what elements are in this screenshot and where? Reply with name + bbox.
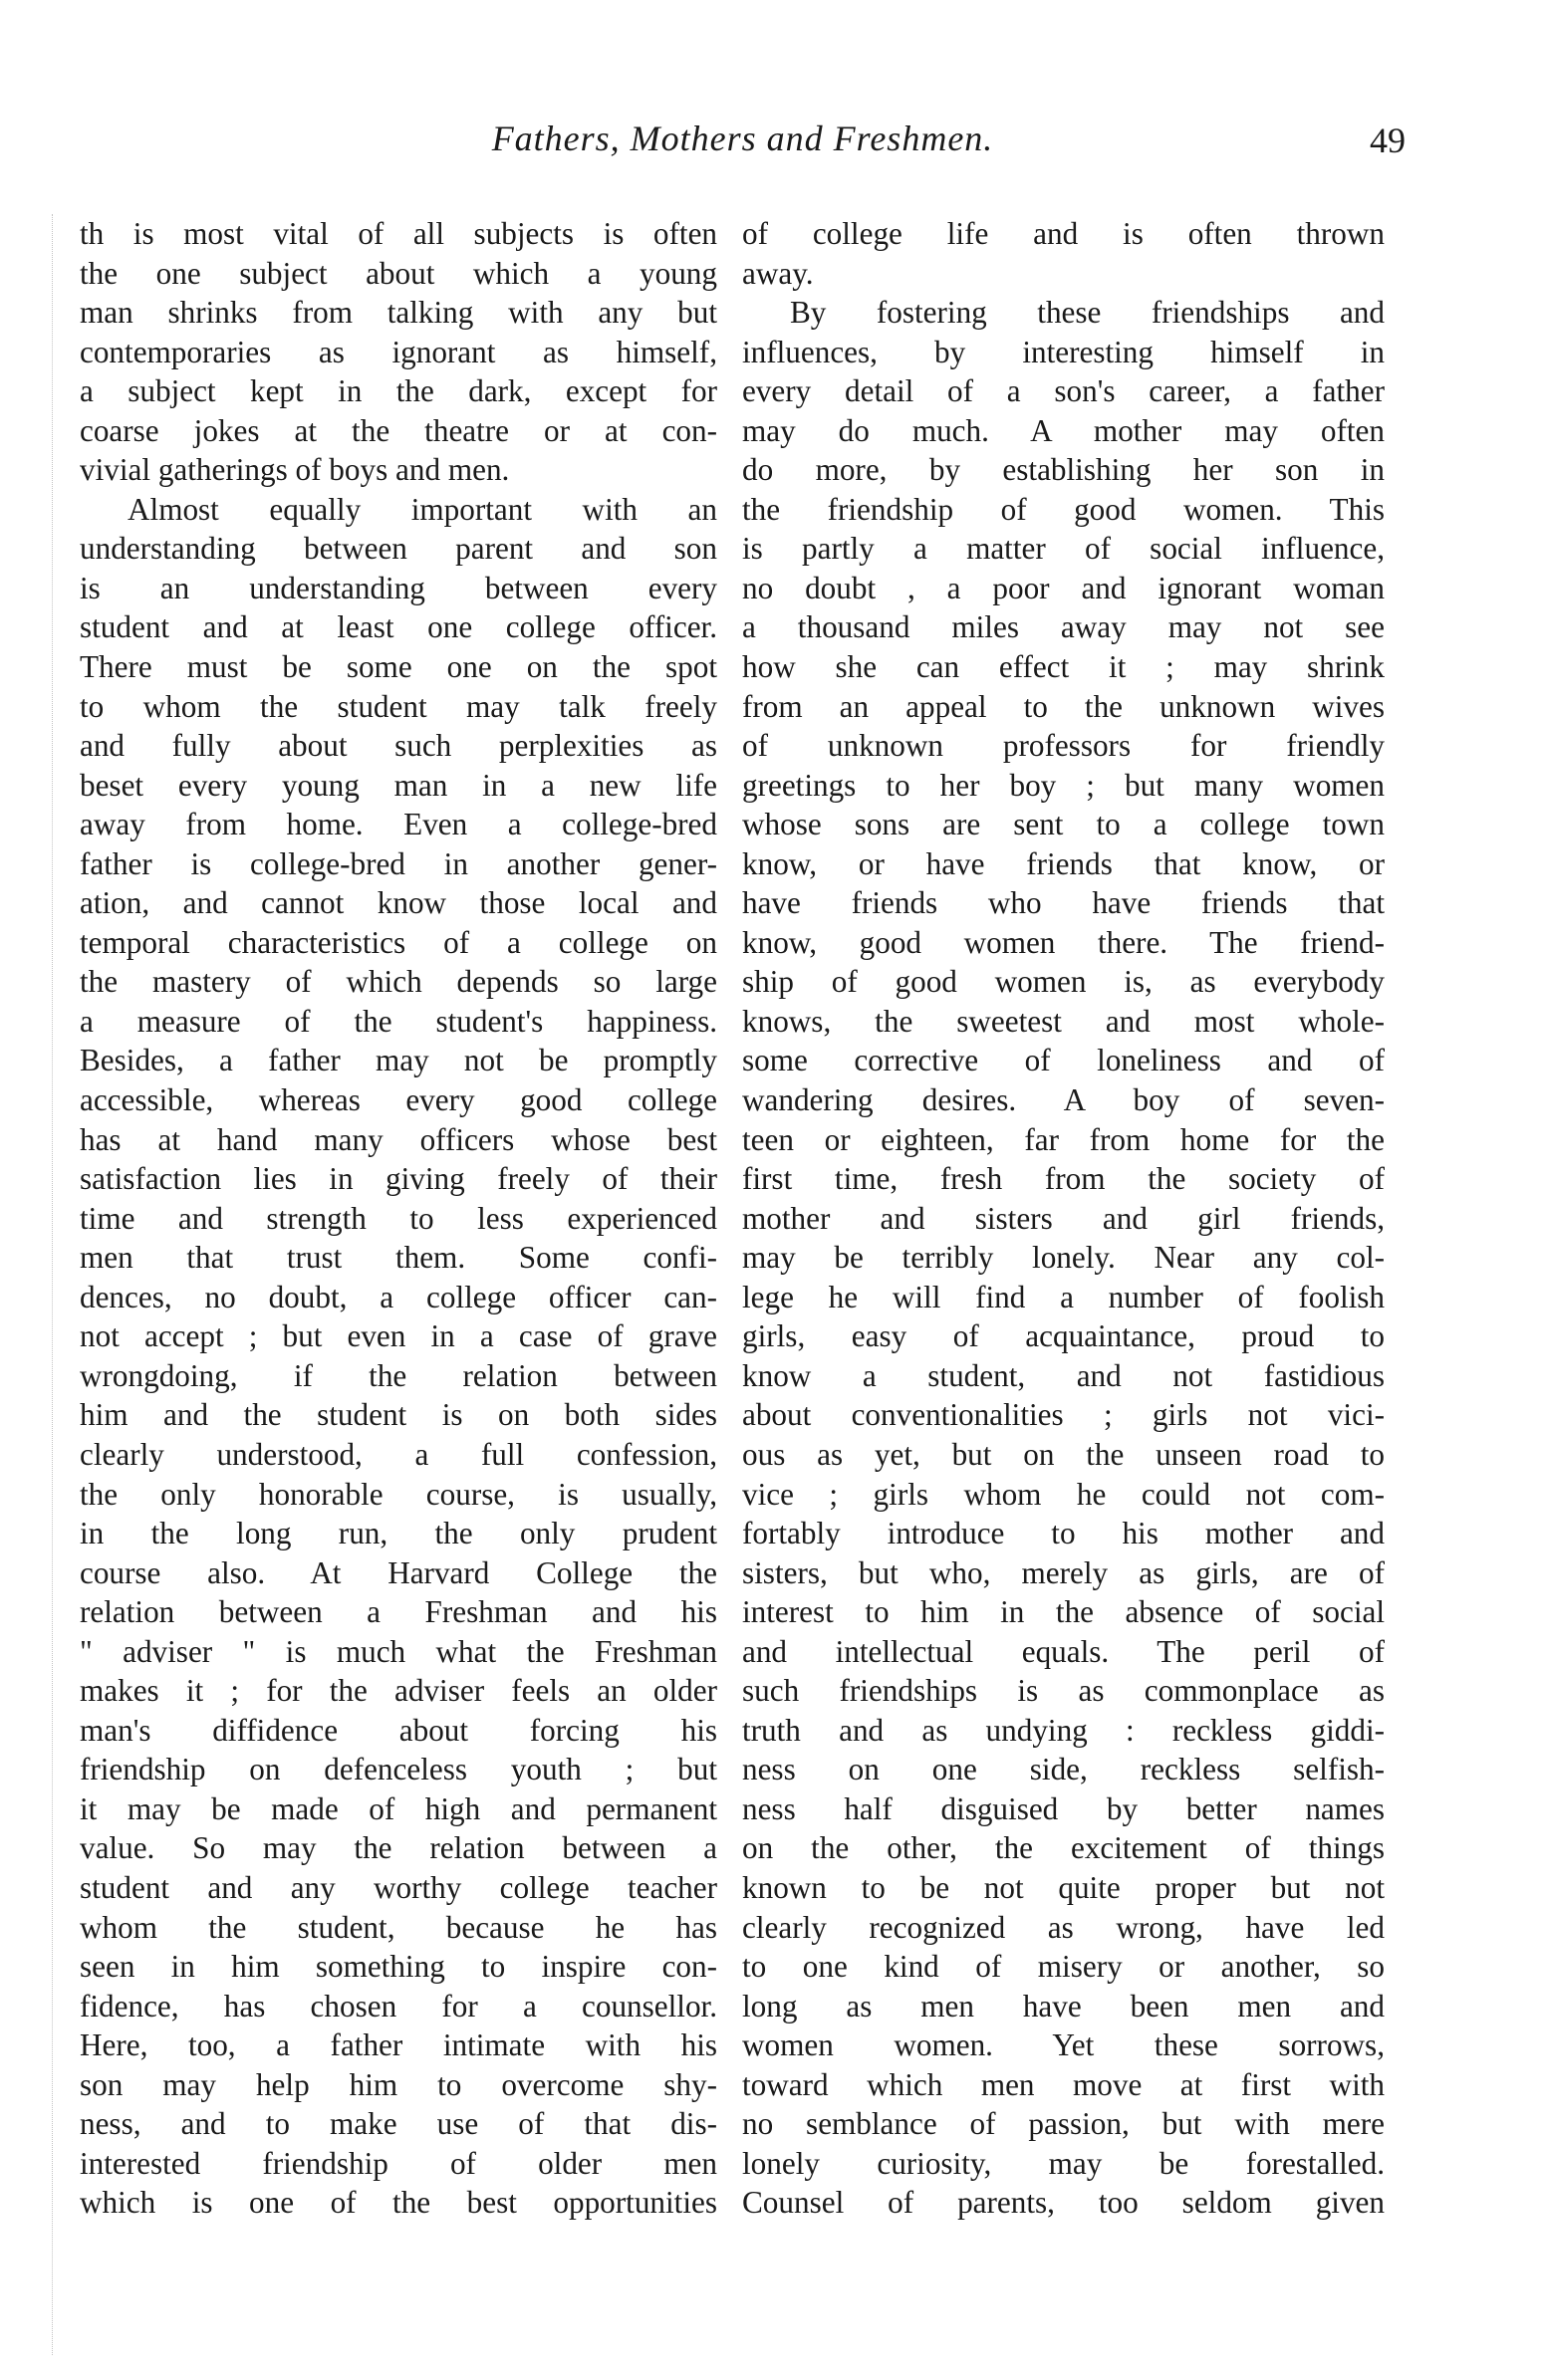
text-line: lege he will find a number of foolish (742, 1279, 1385, 1314)
text-line: from an appeal to the unknown wives (742, 688, 1385, 724)
text-line: interest to him in the absence of social (742, 1594, 1385, 1630)
text-line: temporal characteristics of a college on (80, 924, 717, 960)
text-line: known to be not quite proper but not (742, 1869, 1385, 1905)
text-line: some corrective of loneliness and of (742, 1043, 1385, 1078)
text-line: clearly recognized as wrong, have led (742, 1909, 1385, 1945)
text-line: the friendship of good women. This (742, 491, 1385, 527)
text-line: ous as yet, but on the unseen road to (742, 1436, 1385, 1472)
binding-margin-mark (52, 214, 61, 2355)
text-line: men that trust them. Some confi- (80, 1240, 717, 1276)
text-line: ation, and cannot know those local and (80, 885, 717, 921)
text-line: wandering desires. A boy of seven- (742, 1082, 1385, 1118)
text-line: " adviser " is much what the Freshman (80, 1633, 717, 1669)
text-line: teen or eighteen, far from home for the (742, 1121, 1385, 1157)
text-line: to one kind of misery or another, so (742, 1949, 1385, 1985)
text-line: There must be some one on the spot (80, 649, 717, 685)
text-line: a measure of the student's happiness. (80, 1003, 717, 1039)
text-line: friendship on defenceless youth ; but (80, 1752, 717, 1787)
text-line: such friendships is as commonplace as (742, 1673, 1385, 1709)
text-line: on the other, the excitement of things (742, 1830, 1385, 1866)
text-line: knows, the sweetest and most whole- (742, 1003, 1385, 1039)
text-line: makes it ; for the adviser feels an older (80, 1673, 717, 1709)
running-head (80, 118, 1406, 177)
left-text-column (80, 214, 717, 2223)
text-line: wrongdoing, if the relation between (80, 1357, 717, 1393)
text-line: the mastery of which depends so large (80, 964, 717, 1000)
text-line: truth and as undying : reckless giddi- (742, 1712, 1385, 1748)
text-line: a thousand miles away may not see (742, 609, 1385, 645)
text-line: a subject kept in the dark, except for (80, 373, 717, 409)
text-line: father is college-bred in another gener- (80, 845, 717, 881)
text-line: away from home. Even a college-bred (80, 807, 717, 842)
text-line: Counsel of parents, too seldom given (742, 2185, 1385, 2221)
text-line: away. (742, 255, 814, 291)
text-line: toward which men move at first with (742, 2066, 1385, 2102)
text-line: Here, too, a father intimate with his (80, 2027, 717, 2063)
text-line: which is one of the best opportunities (80, 2185, 717, 2221)
text-line: mother and sisters and girl friends, (742, 1200, 1385, 1236)
text-line: th is most vital of all subjects is often (80, 216, 717, 251)
text-line: whose sons are sent to a college town (742, 807, 1385, 842)
text-line: know a student, and not fastidious (742, 1357, 1385, 1393)
text-line: contemporaries as ignorant as himself, (80, 334, 717, 369)
text-line: value. So may the relation between a (80, 1830, 717, 1866)
text-line: girls, easy of acquaintance, proud to (742, 1318, 1385, 1354)
text-line: greetings to her boy ; but many women (742, 767, 1385, 803)
text-line: vivial gatherings of boys and men. (80, 452, 510, 488)
text-line: son may help him to overcome shy- (80, 2066, 717, 2102)
text-line: ness half disguised by better names (742, 1790, 1385, 1826)
text-line: no doubt , a poor and ignorant woman (742, 570, 1385, 605)
text-line: and intellectual equals. The peril of (742, 1633, 1385, 1669)
text-line: whom the student, because he has (80, 1909, 717, 1945)
text-line: student and at least one college officer. (80, 609, 717, 645)
text-line: know, good women there. The friend- (742, 924, 1385, 960)
text-line: long as men have been men and (742, 1988, 1385, 2023)
text-line: man's diffidence about forcing his (80, 1712, 717, 1748)
text-line: sisters, but who, merely as girls, are of (742, 1554, 1385, 1590)
page-number: 49 (1370, 120, 1406, 160)
text-line: accessible, whereas every good college (80, 1082, 717, 1118)
text-line: fidence, has chosen for a counsellor. (80, 1988, 717, 2023)
text-line: vice ; girls whom he could not com- (742, 1476, 1385, 1512)
running-title: Fathers, Mothers and Freshmen. (491, 119, 994, 158)
text-line: may do much. A mother may often (742, 412, 1385, 448)
text-line: ship of good women is, as everybody (742, 964, 1385, 1000)
text-line: to whom the student may talk freely (80, 688, 717, 724)
text-line: ness, and to make use of that dis- (80, 2106, 717, 2142)
text-line: the one subject about which a young (80, 255, 717, 291)
text-line: how she can effect it ; may shrink (742, 649, 1385, 685)
text-line: interested friendship of older men (80, 2145, 717, 2181)
text-line: no semblance of passion, but with mere (742, 2106, 1385, 2142)
text-line: have friends who have friends that (742, 885, 1385, 921)
text-line: dences, no doubt, a college officer can- (80, 1279, 717, 1314)
text-line: satisfaction lies in giving freely of their (80, 1161, 717, 1197)
text-line: By fostering these friendships and (790, 295, 1385, 331)
text-line: lonely curiosity, may be forestalled. (742, 2145, 1385, 2181)
text-line: fortably introduce to his mother and (742, 1516, 1385, 1551)
text-line: of college life and is often thrown (742, 216, 1385, 251)
text-line: is partly a matter of social influence, (742, 531, 1385, 567)
right-text-column (742, 214, 1385, 2223)
text-line: of unknown professors for friendly (742, 728, 1385, 764)
text-line: influences, by interesting himself in (742, 334, 1385, 369)
text-line: time and strength to less experienced (80, 1200, 717, 1236)
text-line: the only honorable course, is usually, (80, 1476, 717, 1512)
text-line: and fully about such perplexities as (80, 728, 717, 764)
text-line: clearly understood, a full confession, (80, 1436, 717, 1472)
text-line: every detail of a son's career, a father (742, 373, 1385, 409)
text-line: not accept ; but even in a case of grave (80, 1318, 717, 1354)
text-line: student and any worthy college teacher (80, 1869, 717, 1905)
text-line: it may be made of high and permanent (80, 1790, 717, 1826)
text-line: may be terribly lonely. Near any col- (742, 1240, 1385, 1276)
text-line: understanding between parent and son (80, 531, 717, 567)
text-line: Besides, a father may not be promptly (80, 1043, 717, 1078)
text-line: relation between a Freshman and his (80, 1594, 717, 1630)
text-line: know, or have friends that know, or (742, 845, 1385, 881)
text-line: has at hand many officers whose best (80, 1121, 717, 1157)
text-line: in the long run, the only prudent (80, 1516, 717, 1551)
text-line: him and the student is on both sides (80, 1397, 717, 1433)
text-line: seen in him something to inspire con- (80, 1949, 717, 1985)
text-line: course also. At Harvard College the (80, 1554, 717, 1590)
text-line: ness on one side, reckless selfish- (742, 1752, 1385, 1787)
text-line: beset every young man in a new life (80, 767, 717, 803)
text-line: man shrinks from talking with any but (80, 295, 717, 331)
text-line: about conventionalities ; girls not vici- (742, 1397, 1385, 1433)
text-line: women women. Yet these sorrows, (742, 2027, 1385, 2063)
text-line: first time, fresh from the society of (742, 1161, 1385, 1197)
text-line: Almost equally important with an (128, 491, 717, 527)
text-line: is an understanding between every (80, 570, 717, 605)
text-line: do more, by establishing her son in (742, 452, 1385, 488)
text-line: coarse jokes at the theatre or at con- (80, 412, 717, 448)
